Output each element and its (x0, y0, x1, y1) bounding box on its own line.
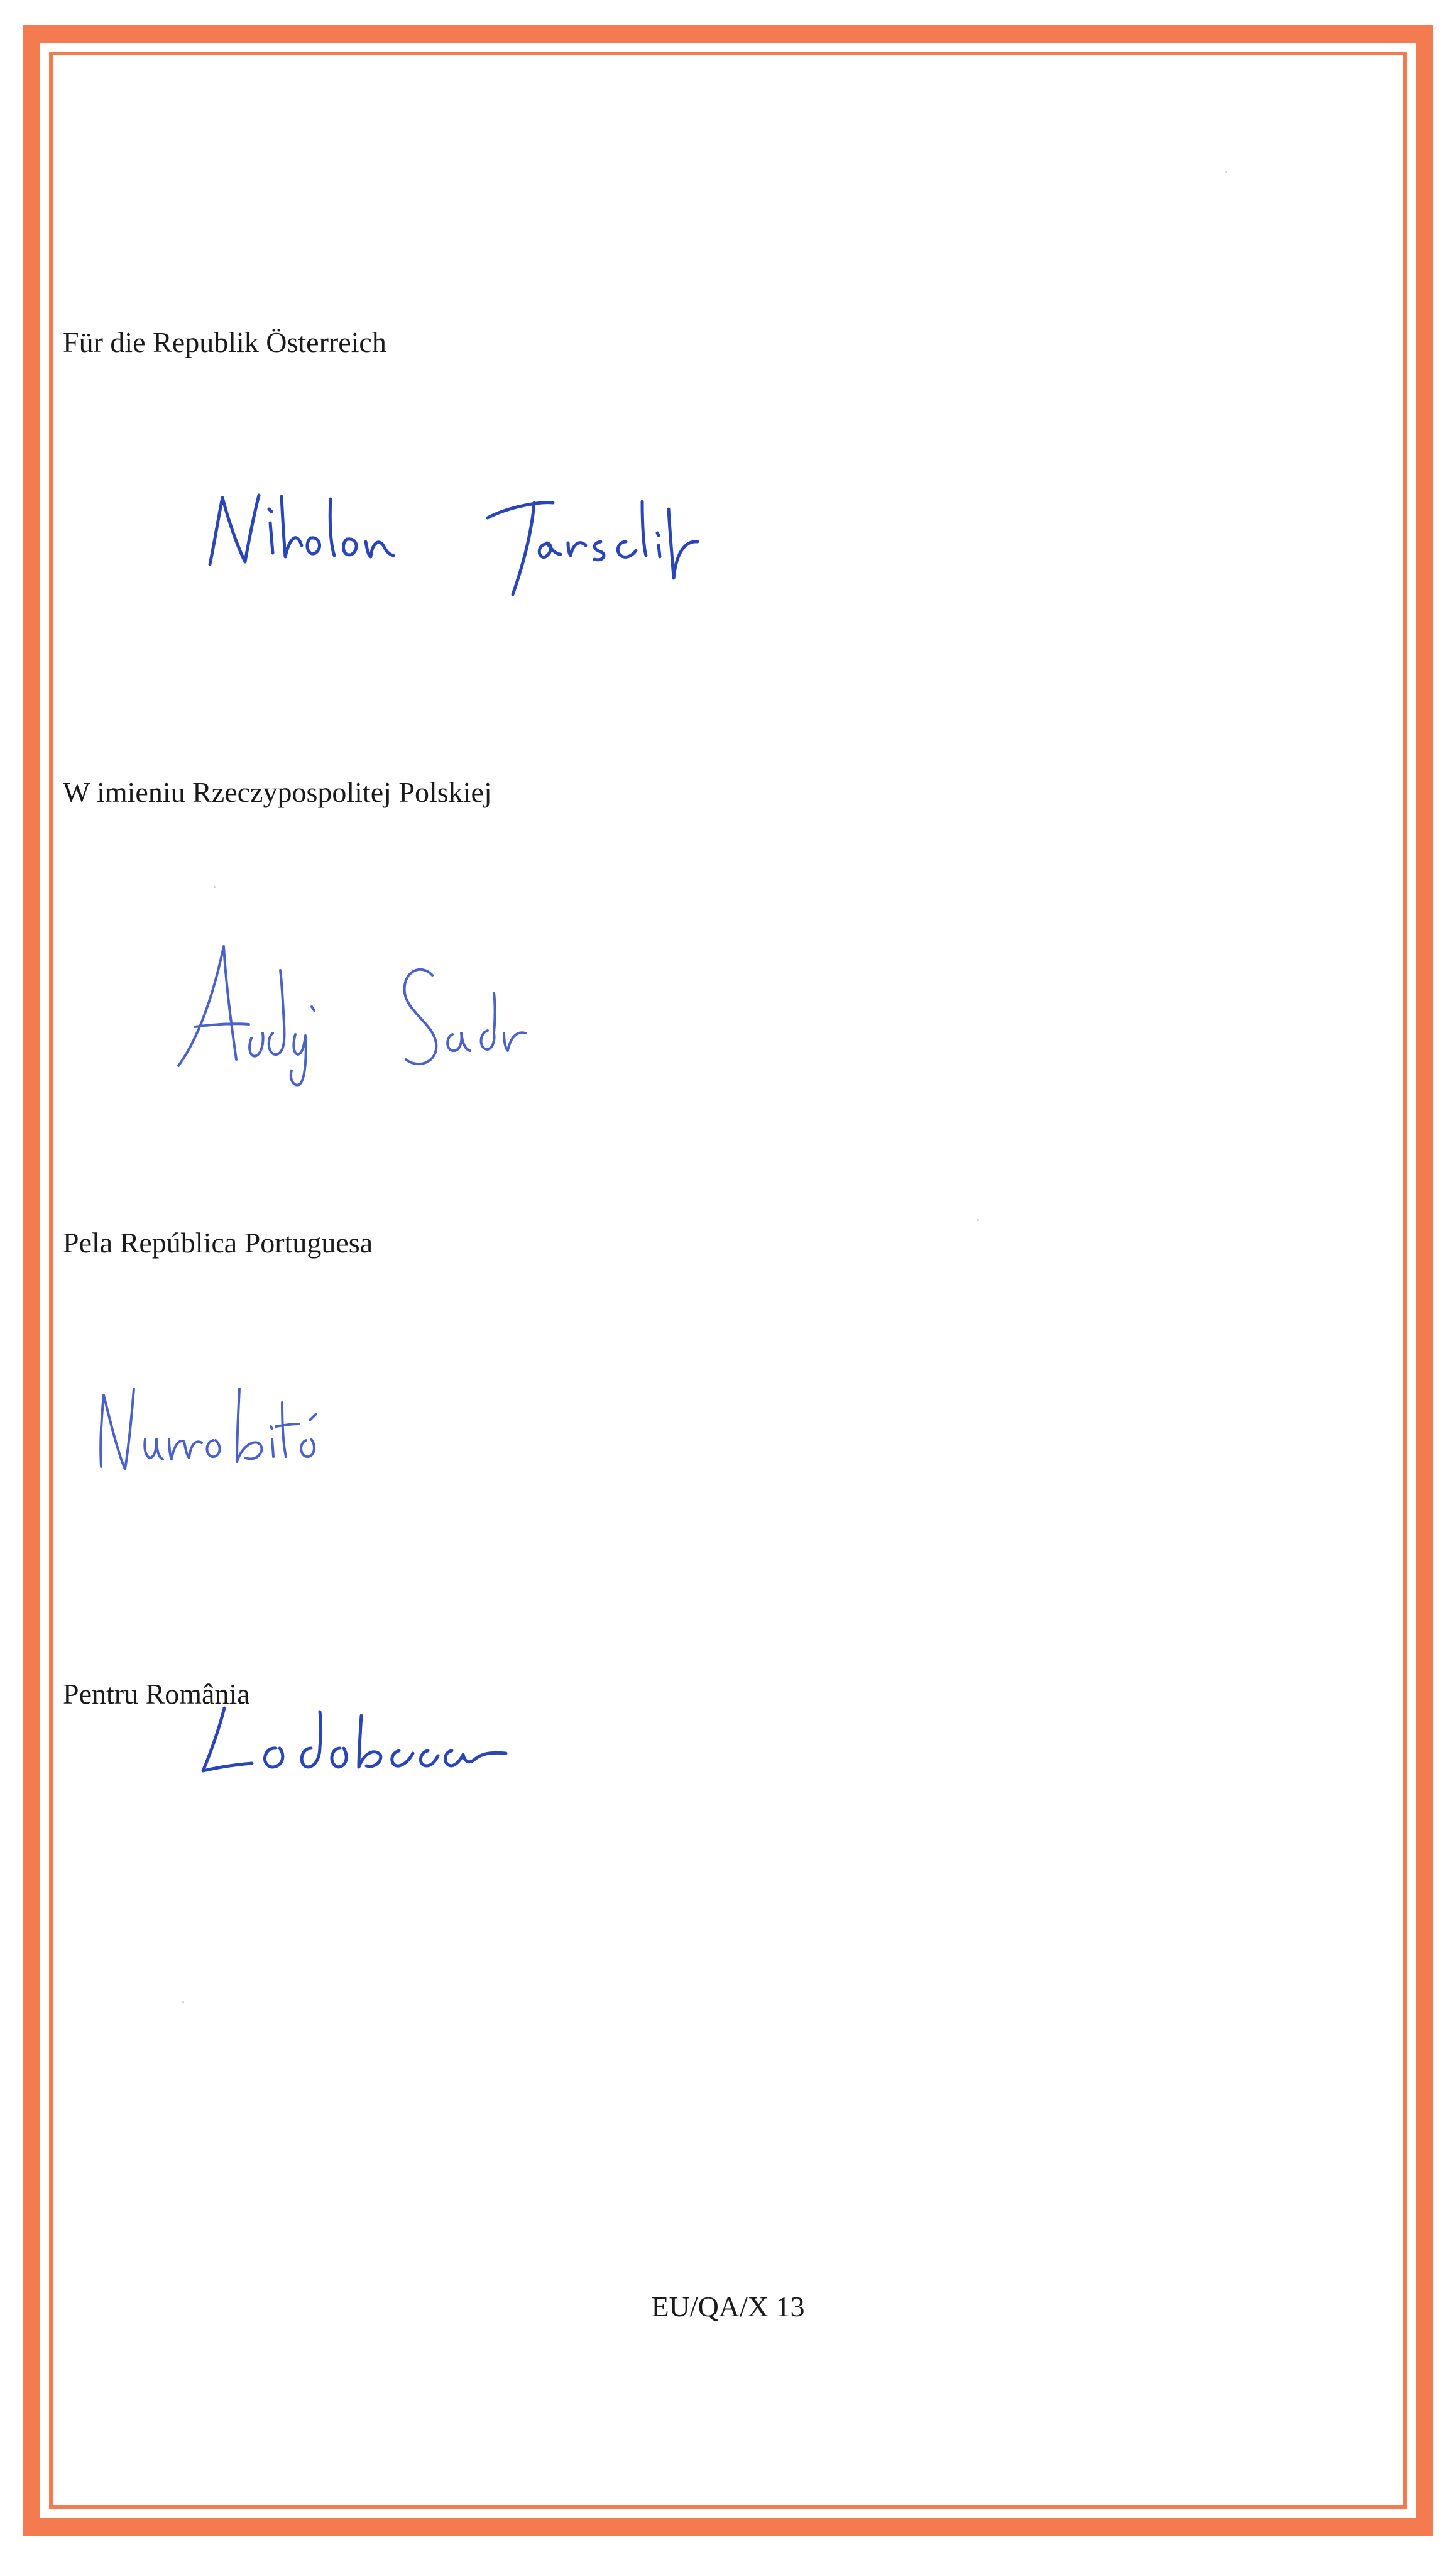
scan-speck (214, 886, 216, 888)
signature-stroke (101, 1389, 219, 1469)
signature-stroke (203, 1708, 506, 1771)
signature-romania (192, 1690, 581, 1791)
signature-austria (201, 484, 767, 610)
border-gap (40, 43, 1416, 2518)
signature-portugal (91, 1370, 405, 1496)
signature-stroke (405, 970, 525, 1064)
scan-speck (182, 2001, 184, 2003)
decorative-border (23, 25, 1433, 2536)
signature-stroke (237, 1389, 316, 1462)
signatory-caption-portugal: Pela República Portuguesa (63, 1227, 373, 1259)
page-reference: EU/QA/X 13 (651, 2291, 805, 2323)
signatory-caption-romania: Pentru România (63, 1678, 250, 1710)
page-frame (49, 52, 1407, 2509)
signature-stroke (488, 501, 698, 594)
scan-speck (1225, 171, 1227, 173)
signatory-caption-poland: W imieniu Rzeczypospolitej Polskiej (63, 776, 492, 808)
signature-stroke (210, 495, 393, 564)
signature-stroke (178, 946, 314, 1085)
signature-poland (170, 930, 610, 1093)
signatory-caption-austria: Für die Republik Österreich (63, 326, 386, 358)
scan-speck (977, 1219, 979, 1221)
